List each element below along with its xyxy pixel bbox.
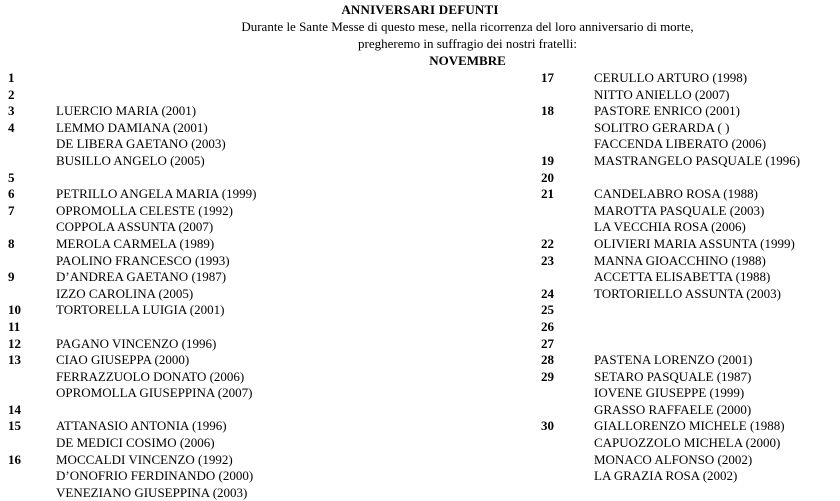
day-number: 25 (541, 302, 554, 318)
deceased-name: PASTORE ENRICO (2001) (594, 103, 740, 119)
day-number: 20 (541, 169, 554, 185)
deceased-name: MAROTTA PASQUALE (2003) (594, 202, 765, 218)
deceased-name: BUSILLO ANGELO (2005) (56, 152, 205, 168)
deceased-name: IOVENE GIUSEPPE (1999) (594, 385, 745, 401)
deceased-name: LEMMO DAMIANA (2001) (56, 119, 208, 135)
deceased-name: MANNA GIOACCHINO (1988) (594, 252, 766, 268)
deceased-name: FERRAZZUOLO DONATO (2006) (56, 368, 245, 384)
day-number: 17 (541, 70, 554, 85)
day-number: 6 (8, 186, 15, 202)
deceased-name: DE LIBERA GAETANO (2003) (56, 136, 226, 152)
day-number: 12 (8, 335, 21, 351)
day-number: 11 (8, 318, 21, 334)
day-number: 22 (541, 235, 554, 251)
deceased-name: IZZO CAROLINA (2005) (56, 285, 194, 301)
deceased-name: ACCETTA ELISABETTA (1988) (594, 269, 771, 285)
day-number: 29 (541, 368, 554, 384)
deceased-name: SETARO PASQUALE (1987) (594, 368, 752, 384)
day-number: 4 (8, 119, 15, 135)
day-number: 14 (8, 401, 21, 417)
deceased-name: PASTENA LORENZO (2001) (594, 352, 753, 368)
deceased-name: DE MEDICI COSIMO (2006) (56, 435, 215, 451)
deceased-name: CERULLO ARTURO (1998) (594, 70, 748, 85)
deceased-name: OPROMOLLA GIUSEPPINA (2007) (56, 385, 253, 401)
day-number: 27 (541, 335, 554, 351)
deceased-name: GRASSO RAFFAELE (2000) (594, 401, 752, 417)
day-number: 23 (541, 252, 554, 268)
deceased-name: GIALLORENZO MICHELE (1988) (594, 418, 785, 434)
deceased-name: MASTRANGELO PASQUALE (1996) (594, 152, 801, 168)
deceased-name: LA GRAZIA ROSA (2002) (594, 468, 738, 484)
deceased-name: OPROMOLLA CELESTE (1992) (56, 202, 233, 218)
day-number: 2 (8, 86, 15, 102)
deceased-name: CANDELABRO ROSA (1988) (594, 186, 758, 202)
deceased-name: LUERCIO MARIA (2001) (56, 103, 197, 119)
deceased-name: PAGANO VINCENZO (1996) (56, 335, 217, 351)
deceased-name: FACCENDA LIBERATO (2006) (594, 136, 767, 152)
deceased-name: VENEZIANO GIUSEPPINA (2003) (56, 484, 248, 500)
deceased-name: LA VECCHIA ROSA (2006) (594, 219, 746, 235)
day-number: 3 (8, 103, 15, 119)
deceased-name: PAOLINO FRANCESCO (1993) (56, 252, 230, 268)
day-number: 26 (541, 318, 554, 334)
deceased-name: TORTORIELLO ASSUNTA (2003) (594, 285, 781, 301)
deceased-name: CIAO GIUSEPPA (2000) (56, 352, 190, 368)
day-number: 5 (8, 169, 15, 185)
deceased-name: COPPOLA ASSUNTA (2007) (56, 219, 214, 235)
month-heading: NOVEMBRE (429, 53, 506, 68)
day-number: 21 (541, 186, 554, 202)
deceased-name: MONACO ALFONSO (2002) (594, 451, 753, 467)
deceased-name: NITTO ANIELLO (2007) (594, 86, 730, 102)
day-number: 8 (8, 235, 15, 251)
day-number: 18 (541, 103, 554, 119)
day-number: 28 (541, 352, 554, 368)
deceased-name: PETRILLO ANGELA MARIA (1999) (56, 186, 257, 202)
deceased-name: CAPUOZZOLO MICHELA (2000) (594, 435, 781, 451)
deceased-name: D’ANDREA GAETANO (1987) (56, 269, 227, 285)
day-number: 24 (541, 285, 554, 301)
deceased-name: SOLITRO GERARDA ( ) (594, 119, 730, 135)
deceased-name: TORTORELLA LUIGIA (2001) (56, 302, 225, 318)
deceased-name: MOCCALDI VINCENZO (1992) (56, 451, 233, 467)
deceased-name: OLIVIERI MARIA ASSUNTA (1999) (594, 235, 795, 251)
day-number: 19 (541, 152, 554, 168)
document-title: ANNIVERSARI DEFUNTI (341, 2, 499, 17)
day-number: 10 (8, 302, 21, 318)
day-number: 13 (8, 352, 21, 368)
day-number: 30 (541, 418, 554, 434)
day-number: 7 (8, 202, 15, 218)
day-number: 16 (8, 451, 21, 467)
deceased-name: ATTANASIO ANTONIA (1996) (56, 418, 227, 434)
day-number: 9 (8, 269, 15, 285)
subtitle-line-2: pregheremo in suffragio dei nostri fratelli: (358, 36, 577, 51)
subtitle-line-1: Durante le Sante Messe di questo mese, nella ricorrenza del loro anniversario di morte, (241, 19, 694, 34)
day-number: 15 (8, 418, 21, 434)
deceased-name: D’ONOFRIO FERDINANDO (2000) (56, 468, 254, 484)
deceased-name: MEROLA CARMELA (1989) (56, 235, 215, 251)
day-number: 1 (8, 70, 15, 85)
